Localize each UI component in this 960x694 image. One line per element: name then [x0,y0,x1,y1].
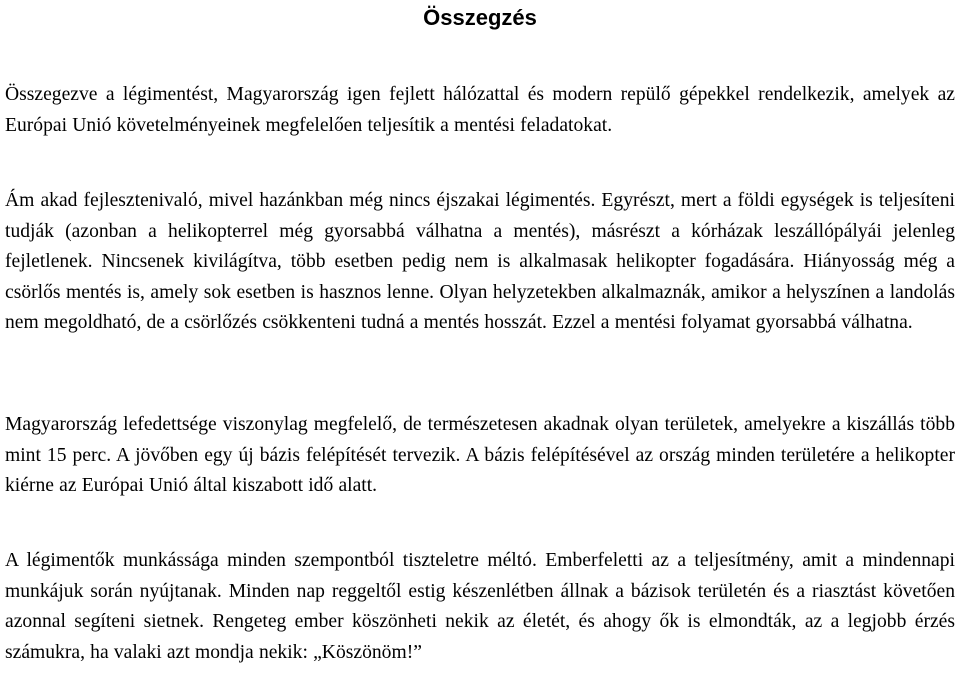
document-page [5,0,955,663]
paragraph-1: Összegezve a légimentést, Magyarország igen fejlett hálózattal és modern repülő gépekkel rendelkezik, amelyek az Európai Unió követelményeinek megfelelően teljesítik a mentési feladatokat. [5,84,955,136]
paragraph-2: Ám akad fejlesztenivaló, mivel hazánkban még nincs éjszakai légimentés. Egyrészt, mert a földi egységek is teljesíteni tudják (azonban a helikopterrel még gyorsabbá válhatna a mentés), másrészt a kórházak leszállópályái jelenleg fejletlenek. Nincsenek kivilágítva, több esetben pedig nem is alkalmasak helikopter fogadására. Hiányosság még a csörlős mentés is, amely sok esetben is hasznos lenne. Olyan helyzetekben alkalmaznák, amikor a helyszínen a landolás nem megoldható, de a csörlőzés csökkenteni tudná a mentés hosszát. Ezzel a mentési folyamat gyorsabbá válhatna. [5,190,955,333]
paragraph-4: A légimentők munkássága minden szempontból tiszteletre méltó. Emberfeletti az a teljesítmény, amit a mindennapi munkájuk során nyújtanak. Minden nap reggeltől estig készenlétben állnak a bázisok területén és a riasztást követően azonnal segíteni sietnek. Rengeteg ember köszönheti nekik az életét, és ahogy ők is elmondták, az a legjobb érzés számukra, ha valaki azt mondja nekik: „Köszönöm!” [5,550,955,663]
page-title: Összegzés [423,5,537,30]
paragraph-3: Magyarország lefedettsége viszonylag megfelelő, de természetesen akadnak olyan területek, amelyekre a kiszállás több mint 15 perc. A jövőben egy új bázis felépítését tervezik. A bázis felépítésével az ország minden területére a helikopter kiérne az Európai Unió által kiszabott idő alatt. [5,414,955,496]
